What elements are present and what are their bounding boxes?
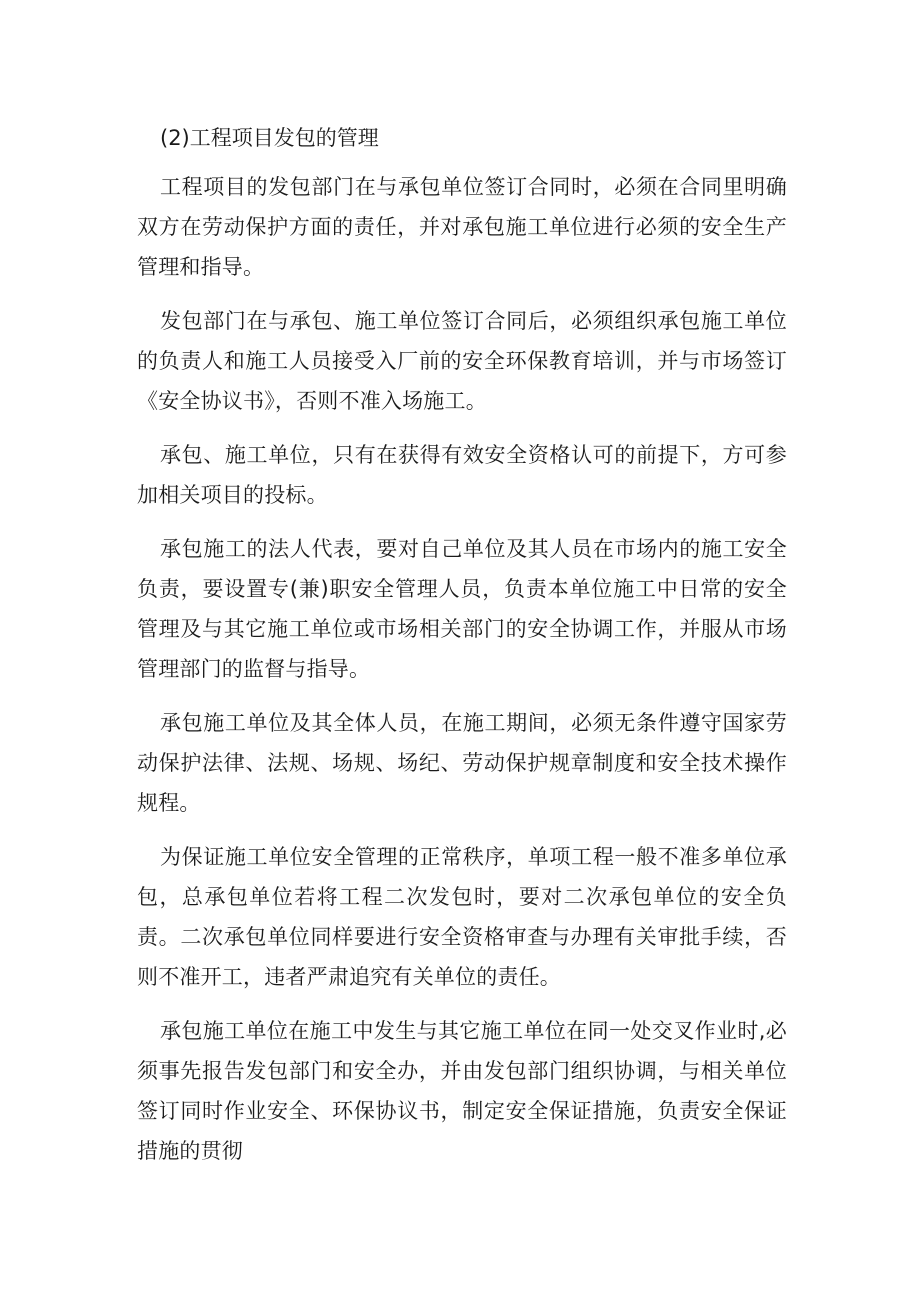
paragraph-safety-training: 发包部门在与承包、施工单位签订合同后，必须组织承包施工单位的负责人和施工人员接受入厂前的安全环保教育培训，并与市场签订《安全协议书》，否则不准入场施工。	[137, 309, 787, 413]
paragraph-compliance: 承包施工单位及其全体人员，在施工期间，必须无条件遵守国家劳动保护法律、法规、场规、场纪、劳动保护规章制度和安全技术操作规程。	[137, 711, 787, 815]
paragraph-cross-operation: 承包施工单位在施工中发生与其它施工单位在同一处交叉作业时,必须事先报告发包部门和安全办，并由发包部门组织协调，与相关单位签订同时作业安全、环保协议书，制定安全保证措施，负责安全保证措施的贯彻	[137, 1019, 787, 1163]
document-body	[137, 167, 787, 1185]
section-heading: (2)工程项目发包的管理	[160, 126, 379, 150]
paragraph-subcontracting: 为保证施工单位安全管理的正常秩序，单项工程一般不准多单位承包，总承包单位若将工程二次发包时，要对二次承包单位的安全负责。二次承包单位同样要进行安全资格审查与办理有关审批手续，否则不准开工，违者严肃追究有关单位的责任。	[137, 845, 787, 989]
paragraph-contract-responsibility: 工程项目的发包部门在与承包单位签订合同时，必须在合同里明确双方在劳动保护方面的责任，并对承包施工单位进行必须的安全生产管理和指导。	[137, 175, 787, 279]
paragraph-bidding-qualification: 承包、施工单位，只有在获得有效安全资格认可的前提下，方可参加相关项目的投标。	[137, 443, 787, 507]
paragraph-legal-representative: 承包施工的法人代表，要对自己单位及其人员在市场内的施工安全负责，要设置专(兼)职安全管理人员，负责本单位施工中日常的安全管理及与其它施工单位或市场相关部门的安全协调工作，并服从市场管理部门的监督与指导。	[137, 537, 787, 681]
